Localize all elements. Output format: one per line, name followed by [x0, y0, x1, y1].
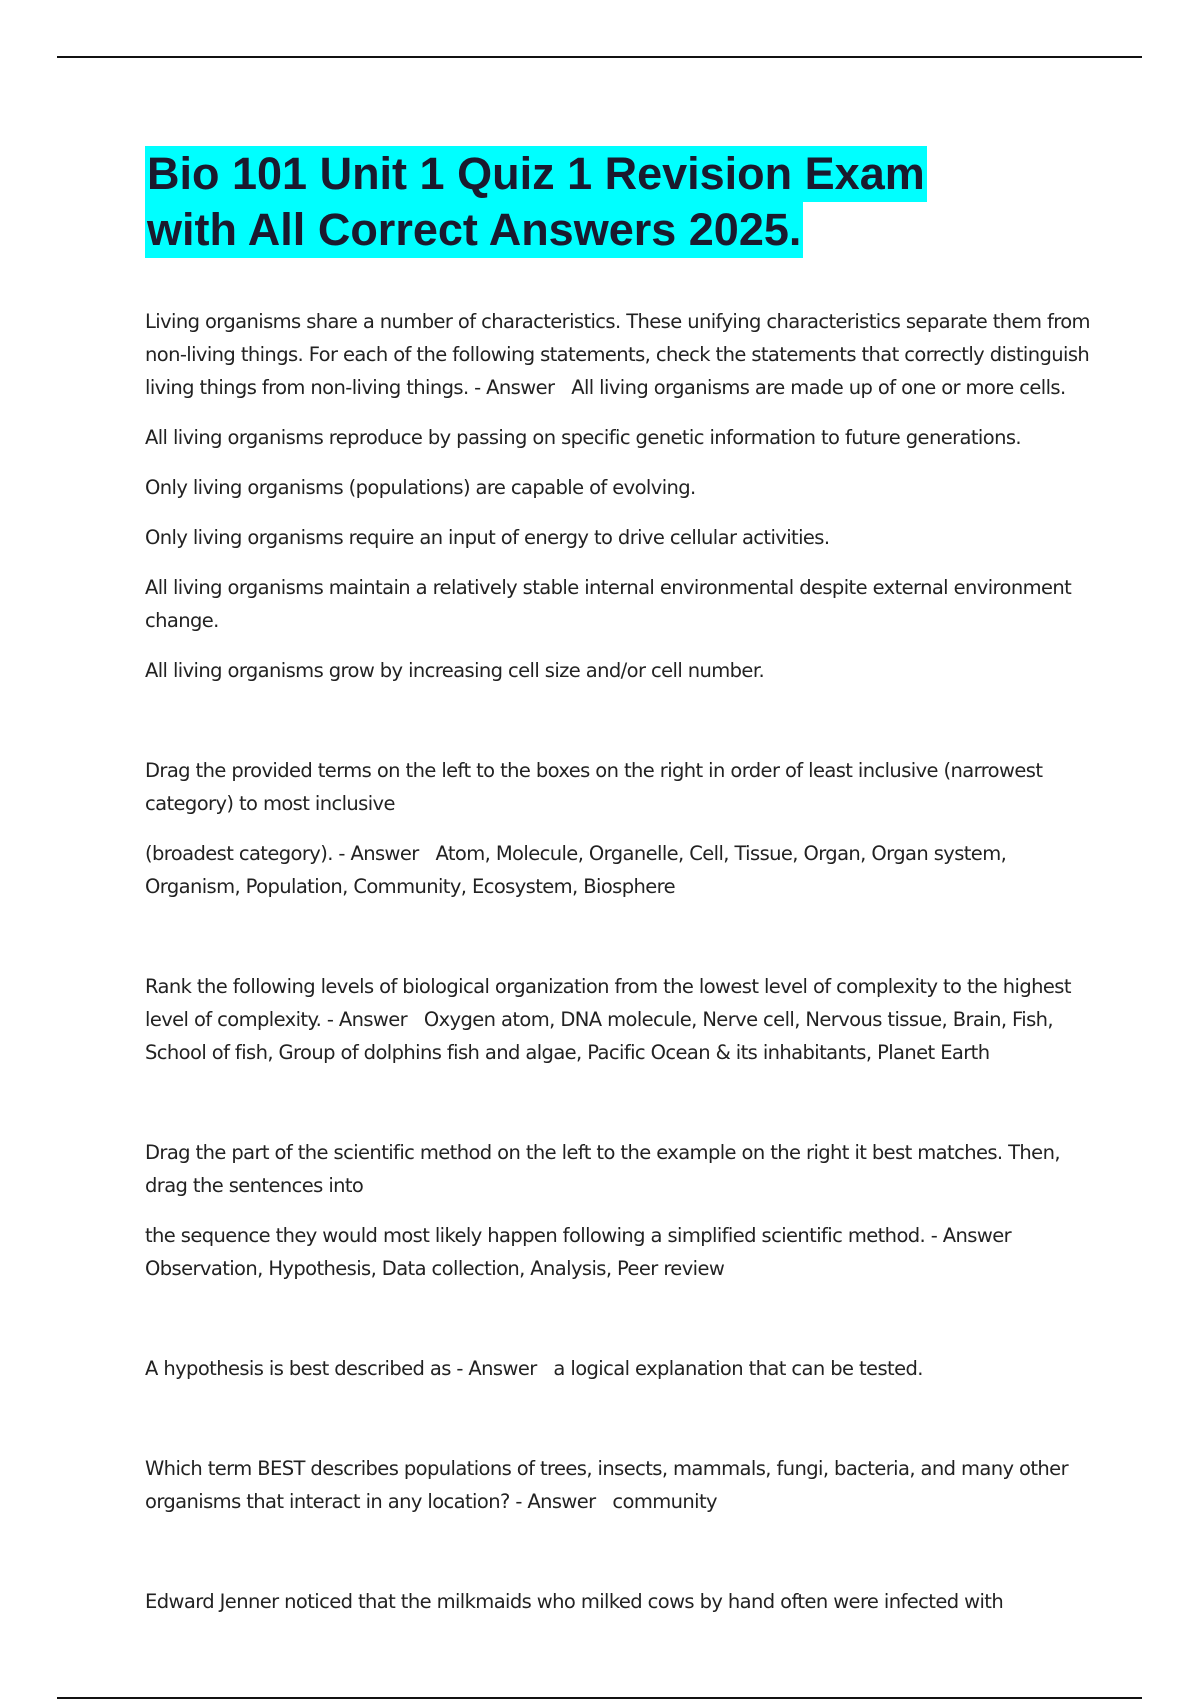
- paragraph-q2-answer: (broadest category). - Answer Atom, Molecule, Organelle, Cell, Tissue, Organ, Organ system, Organism, Population, Community, Ecosystem, Biosphere: [145, 842, 1007, 898]
- paragraph-q1-answer-5: All living organisms maintain a relatively stable internal environmental despite external environment change.: [145, 576, 1072, 632]
- paragraph-q5: A hypothesis is best described as - Answer a logical explanation that can be tested.: [145, 1357, 923, 1380]
- document-title: [145, 146, 1045, 258]
- paragraph-q1-answer-3: Only living organisms (populations) are capable of evolving.: [145, 476, 696, 499]
- bottom-rule: [57, 1697, 1142, 1699]
- paragraph-q7: Edward Jenner noticed that the milkmaids who milked cows by hand often were infected with: [145, 1590, 1004, 1613]
- document-body: [145, 305, 1090, 1635]
- paragraph-q1-answer-6: All living organisms grow by increasing cell size and/or cell number.: [145, 659, 765, 682]
- paragraph-q3: Rank the following levels of biological organization from the lowest level of complexity to the highest level of complexity. - Answer Oxygen atom, DNA molecule, Nerve cell, Nervous tissue, Brain, Fish, School of fish, Group of dolphins fish and algae, Pacific Ocean & its inhabitants, Planet Earth: [145, 975, 1071, 1064]
- paragraph-q1-answer-4: Only living organisms require an input of energy to drive cellular activities.: [145, 526, 830, 549]
- paragraph-q4: Drag the part of the scientific method on the left to the example on the right it best matches. Then, drag the sentences into: [145, 1141, 1060, 1197]
- paragraph-q1-answer-2: All living organisms reproduce by passing on specific genetic information to future generations.: [145, 426, 1021, 449]
- paragraph-q6: Which term BEST describes populations of trees, insects, mammals, fungi, bacteria, and many other organisms that interact in any location? - Answer community: [145, 1457, 1068, 1513]
- paragraph-q4-answer: the sequence they would most likely happen following a simplified scientific method. - Answer Observation, Hypothesis, Data collection, Analysis, Peer review: [145, 1224, 1012, 1280]
- paragraph-q2: Drag the provided terms on the left to the boxes on the right in order of least inclusive (narrowest category) to most inclusive: [145, 759, 1043, 815]
- paragraph-q1: Living organisms share a number of characteristics. These unifying characteristics separate them from non-living things. For each of the following statements, check the statements that correctly distinguish living things from non-living things. - Answer All living organisms are made up of one or more cells.: [145, 310, 1090, 399]
- top-rule: [57, 56, 1142, 58]
- title-line-2: with All Correct Answers 2025.: [145, 202, 803, 258]
- title-line-1: Bio 101 Unit 1 Quiz 1 Revision Exam: [145, 146, 927, 202]
